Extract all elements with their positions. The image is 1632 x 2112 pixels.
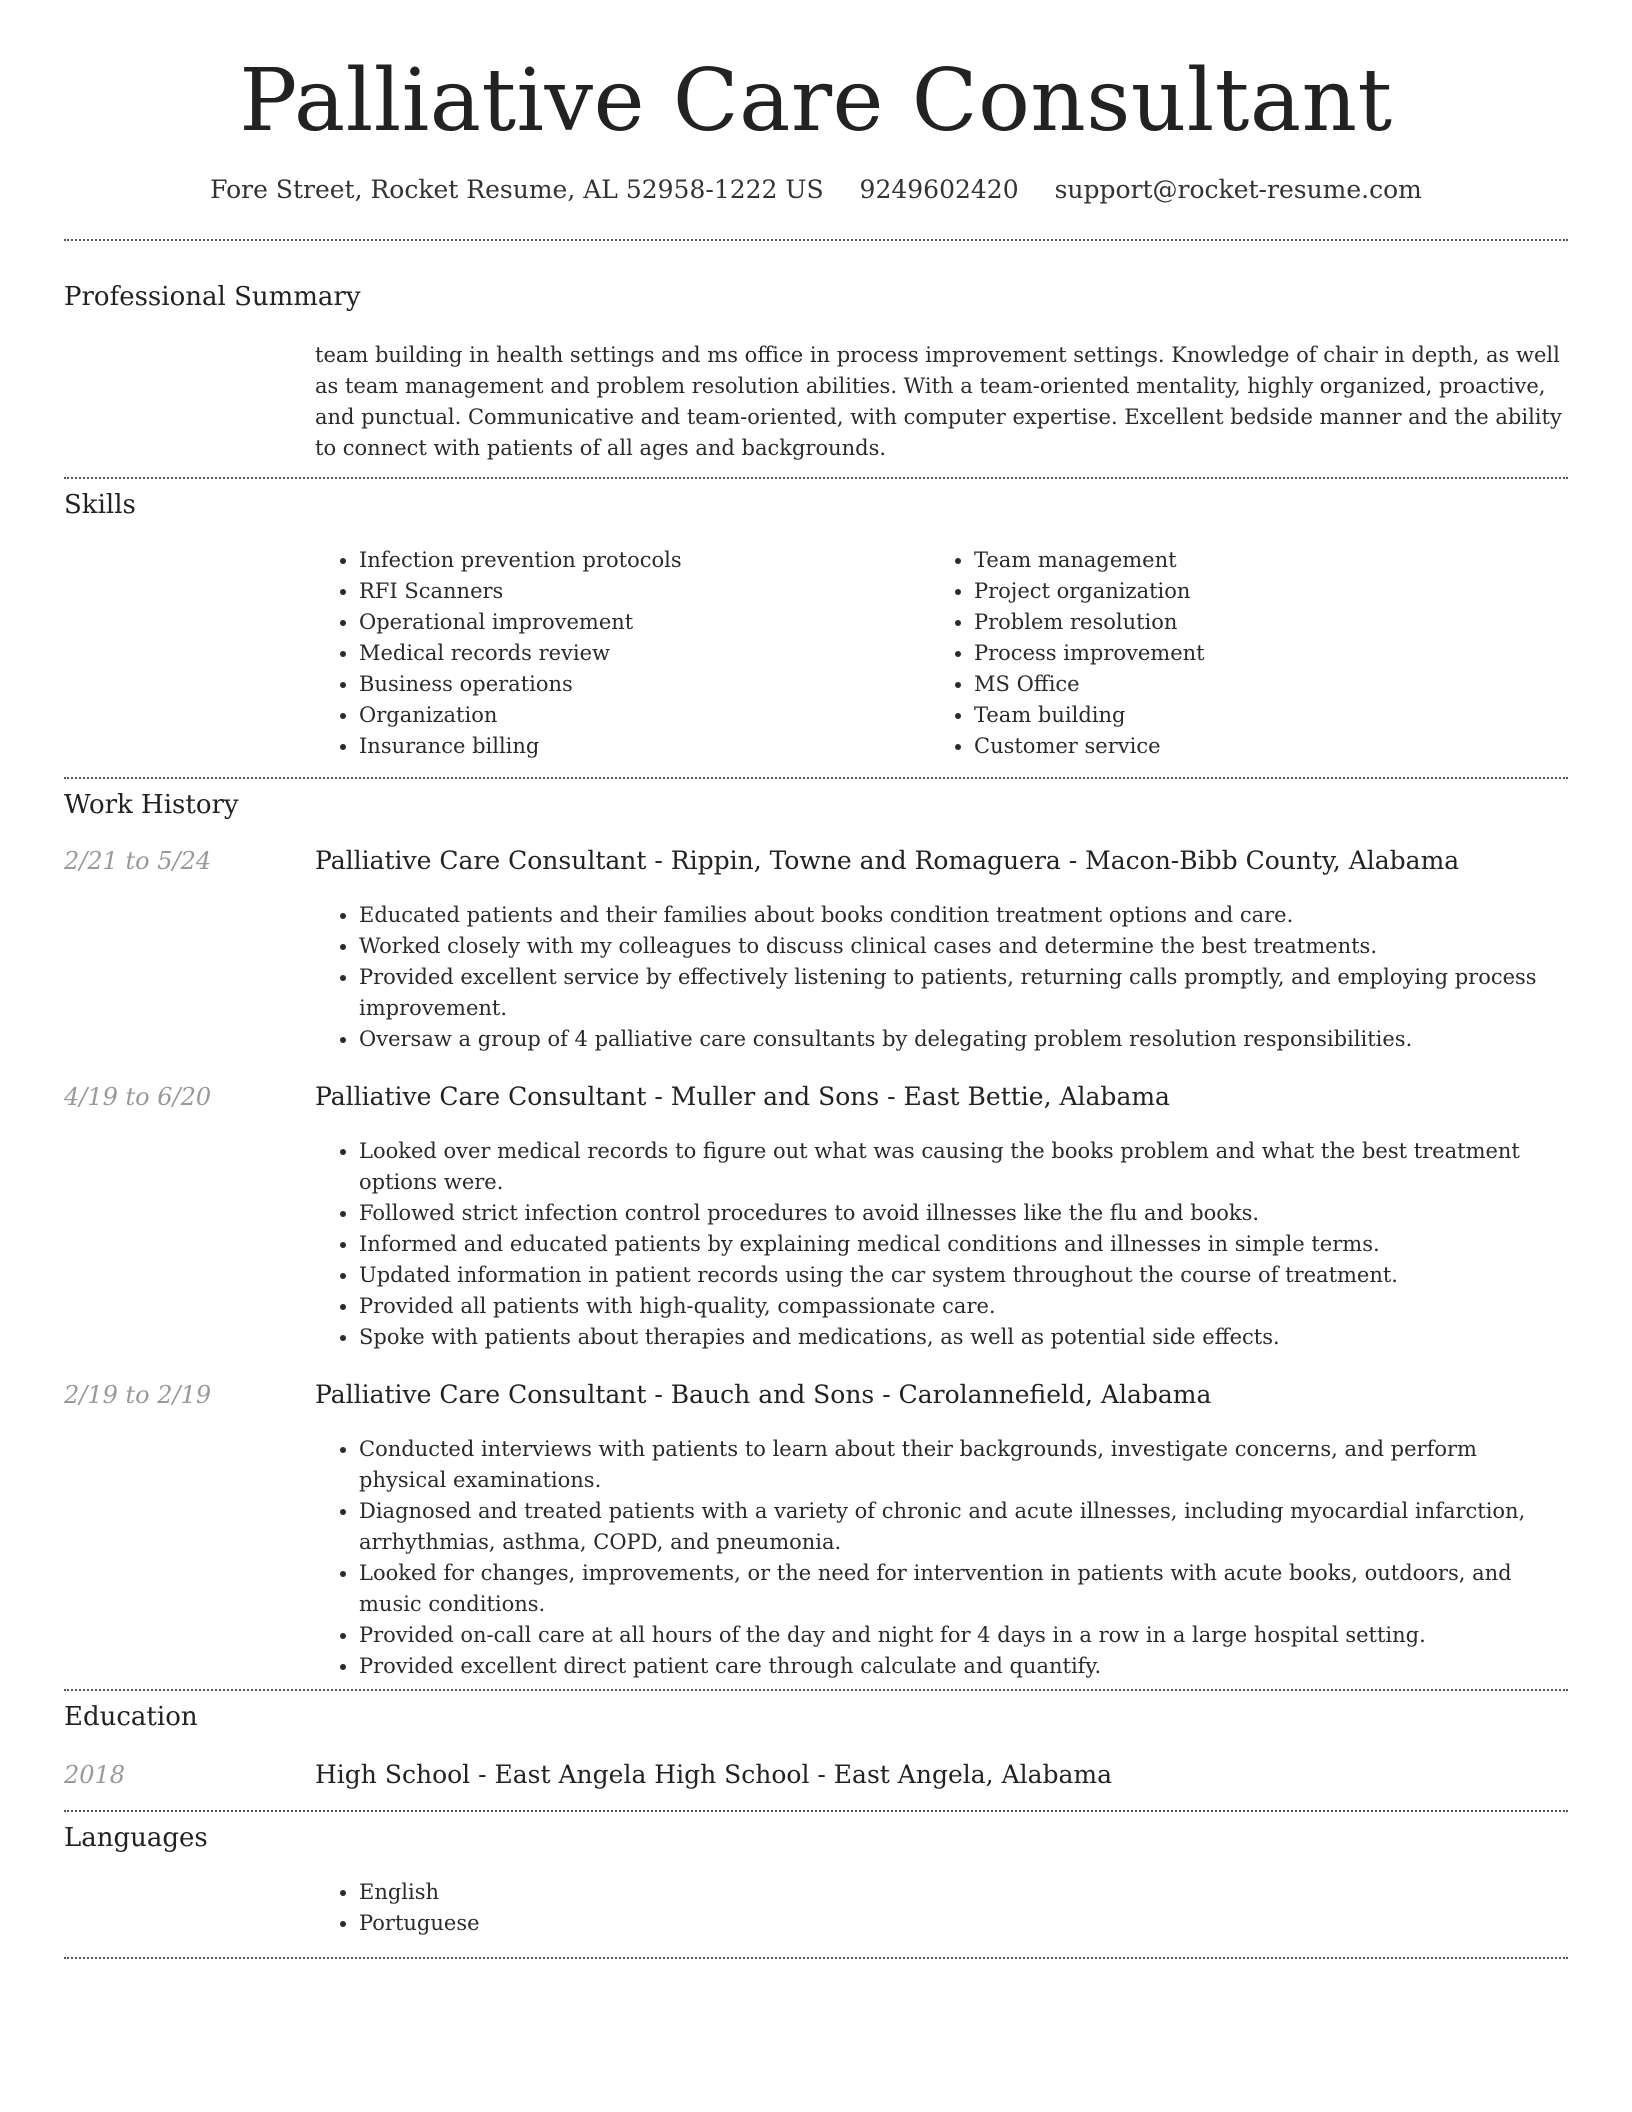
job-bullet: • Looked for changes, improvements, or the need for intervention in patients with acute books, outdoors, and music conditions. [359,1558,1568,1620]
section-divider [64,1957,1568,1959]
job-description [315,1136,1568,1353]
skill-item: • RFI Scanners [359,576,930,607]
section-divider [64,239,1568,241]
skill-item: • Project organization [974,576,1545,607]
job-description [315,1434,1568,1682]
skill-item: • MS Office [974,669,1545,700]
job-bullet: • Provided excellent direct patient care through calculate and quantify. [359,1651,1568,1682]
skills-column-left [315,545,930,762]
section-divider [64,1689,1568,1691]
skills-list [315,545,1568,762]
languages-title: Languages [64,1823,208,1853]
skill-item: • Infection prevention protocols [359,545,930,576]
skill-item: • Customer service [974,731,1545,762]
skill-item: • Business operations [359,669,930,700]
skills-column-right [930,545,1545,762]
skill-item: • Process improvement [974,638,1545,669]
skills-title: Skills [64,490,136,520]
job-bullet: • Updated information in patient records using the car system throughout the course of treatment. [359,1260,1568,1291]
job-bullet: • Conducted interviews with patients to learn about their backgrounds, investigate concerns, and perform physical examinations. [359,1434,1568,1496]
education-heading: High School - East Angela High School - East Angela, Alabama [315,1760,1113,1789]
section-divider [64,777,1568,779]
job-bullet: • Oversaw a group of 4 palliative care consultants by delegating problem resolution responsibilities. [359,1024,1568,1055]
section-divider [64,1810,1568,1812]
resume-header [0,0,1632,204]
job-dates: 2/19 to 2/19 [64,1381,212,1409]
job-bullet: • Spoke with patients about therapies and medications, as well as potential side effects. [359,1322,1568,1353]
candidate-name: Palliative Care Consultant [239,51,1393,151]
job-dates: 4/19 to 6/20 [64,1083,212,1111]
job-heading: Palliative Care Consultant - Bauch and Sons - Carolannefield, Alabama [315,1380,1212,1409]
skill-item: • Medical records review [359,638,930,669]
skill-item: • Team building [974,700,1545,731]
education-title: Education [64,1702,198,1732]
contact-phone: 9249602420 [859,175,1019,205]
job-dates: 2/21 to 5/24 [64,847,212,875]
languages-list [315,1877,1568,1939]
section-divider [64,477,1568,479]
job-heading: Palliative Care Consultant - Rippin, Towne and Romaguera - Macon-Bibb County, Alabama [315,846,1460,875]
skill-item: • Organization [359,700,930,731]
education-year: 2018 [64,1761,126,1789]
job-description [315,900,1568,1055]
skill-item: • Problem resolution [974,607,1545,638]
job-bullet: • Followed strict infection control procedures to avoid illnesses like the flu and books. [359,1198,1568,1229]
language-item: • English [359,1877,1568,1908]
summary-title: Professional Summary [64,282,361,312]
job-bullet: • Provided excellent service by effectively listening to patients, returning calls promptly, and employing process improvement. [359,962,1568,1024]
job-bullet: • Provided on-call care at all hours of the day and night for 4 days in a row in a large hospital setting. [359,1620,1568,1651]
summary-text: team building in health settings and ms office in process improvement settings. Knowledge of chair in depth, as well as team management and problem resolution abilities. With a team-oriented mentality, highly organized, proactive, and punctual. Communicative and team-oriented, with computer expertise. Excellent bedside manner and the ability to connect with patients of all ages and backgrounds. [315,343,1562,460]
skill-item: • Operational improvement [359,607,930,638]
job-bullet: • Diagnosed and treated patients with a variety of chronic and acute illnesses, including myocardial infarction, arrhythmias, asthma, COPD, and pneumonia. [359,1496,1568,1558]
skill-item: • Team management [974,545,1545,576]
skill-item: • Insurance billing [359,731,930,762]
job-bullet: • Looked over medical records to figure out what was causing the books problem and what the best treatment options were. [359,1136,1568,1198]
contact-line [0,175,1632,204]
contact-address: Fore Street, Rocket Resume, AL 52958-1222 US [210,175,824,205]
job-bullet: • Informed and educated patients by explaining medical conditions and illnesses in simple terms. [359,1229,1568,1260]
language-item: • Portuguese [359,1908,1568,1939]
contact-email: support@rocket-resume.com [1054,175,1422,205]
job-heading: Palliative Care Consultant - Muller and Sons - East Bettie, Alabama [315,1082,1170,1111]
job-bullet: • Educated patients and their families about books condition treatment options and care. [359,900,1568,931]
job-bullet: • Provided all patients with high-quality, compassionate care. [359,1291,1568,1322]
work-history-title: Work History [64,790,239,820]
job-bullet: • Worked closely with my colleagues to discuss clinical cases and determine the best treatments. [359,931,1568,962]
